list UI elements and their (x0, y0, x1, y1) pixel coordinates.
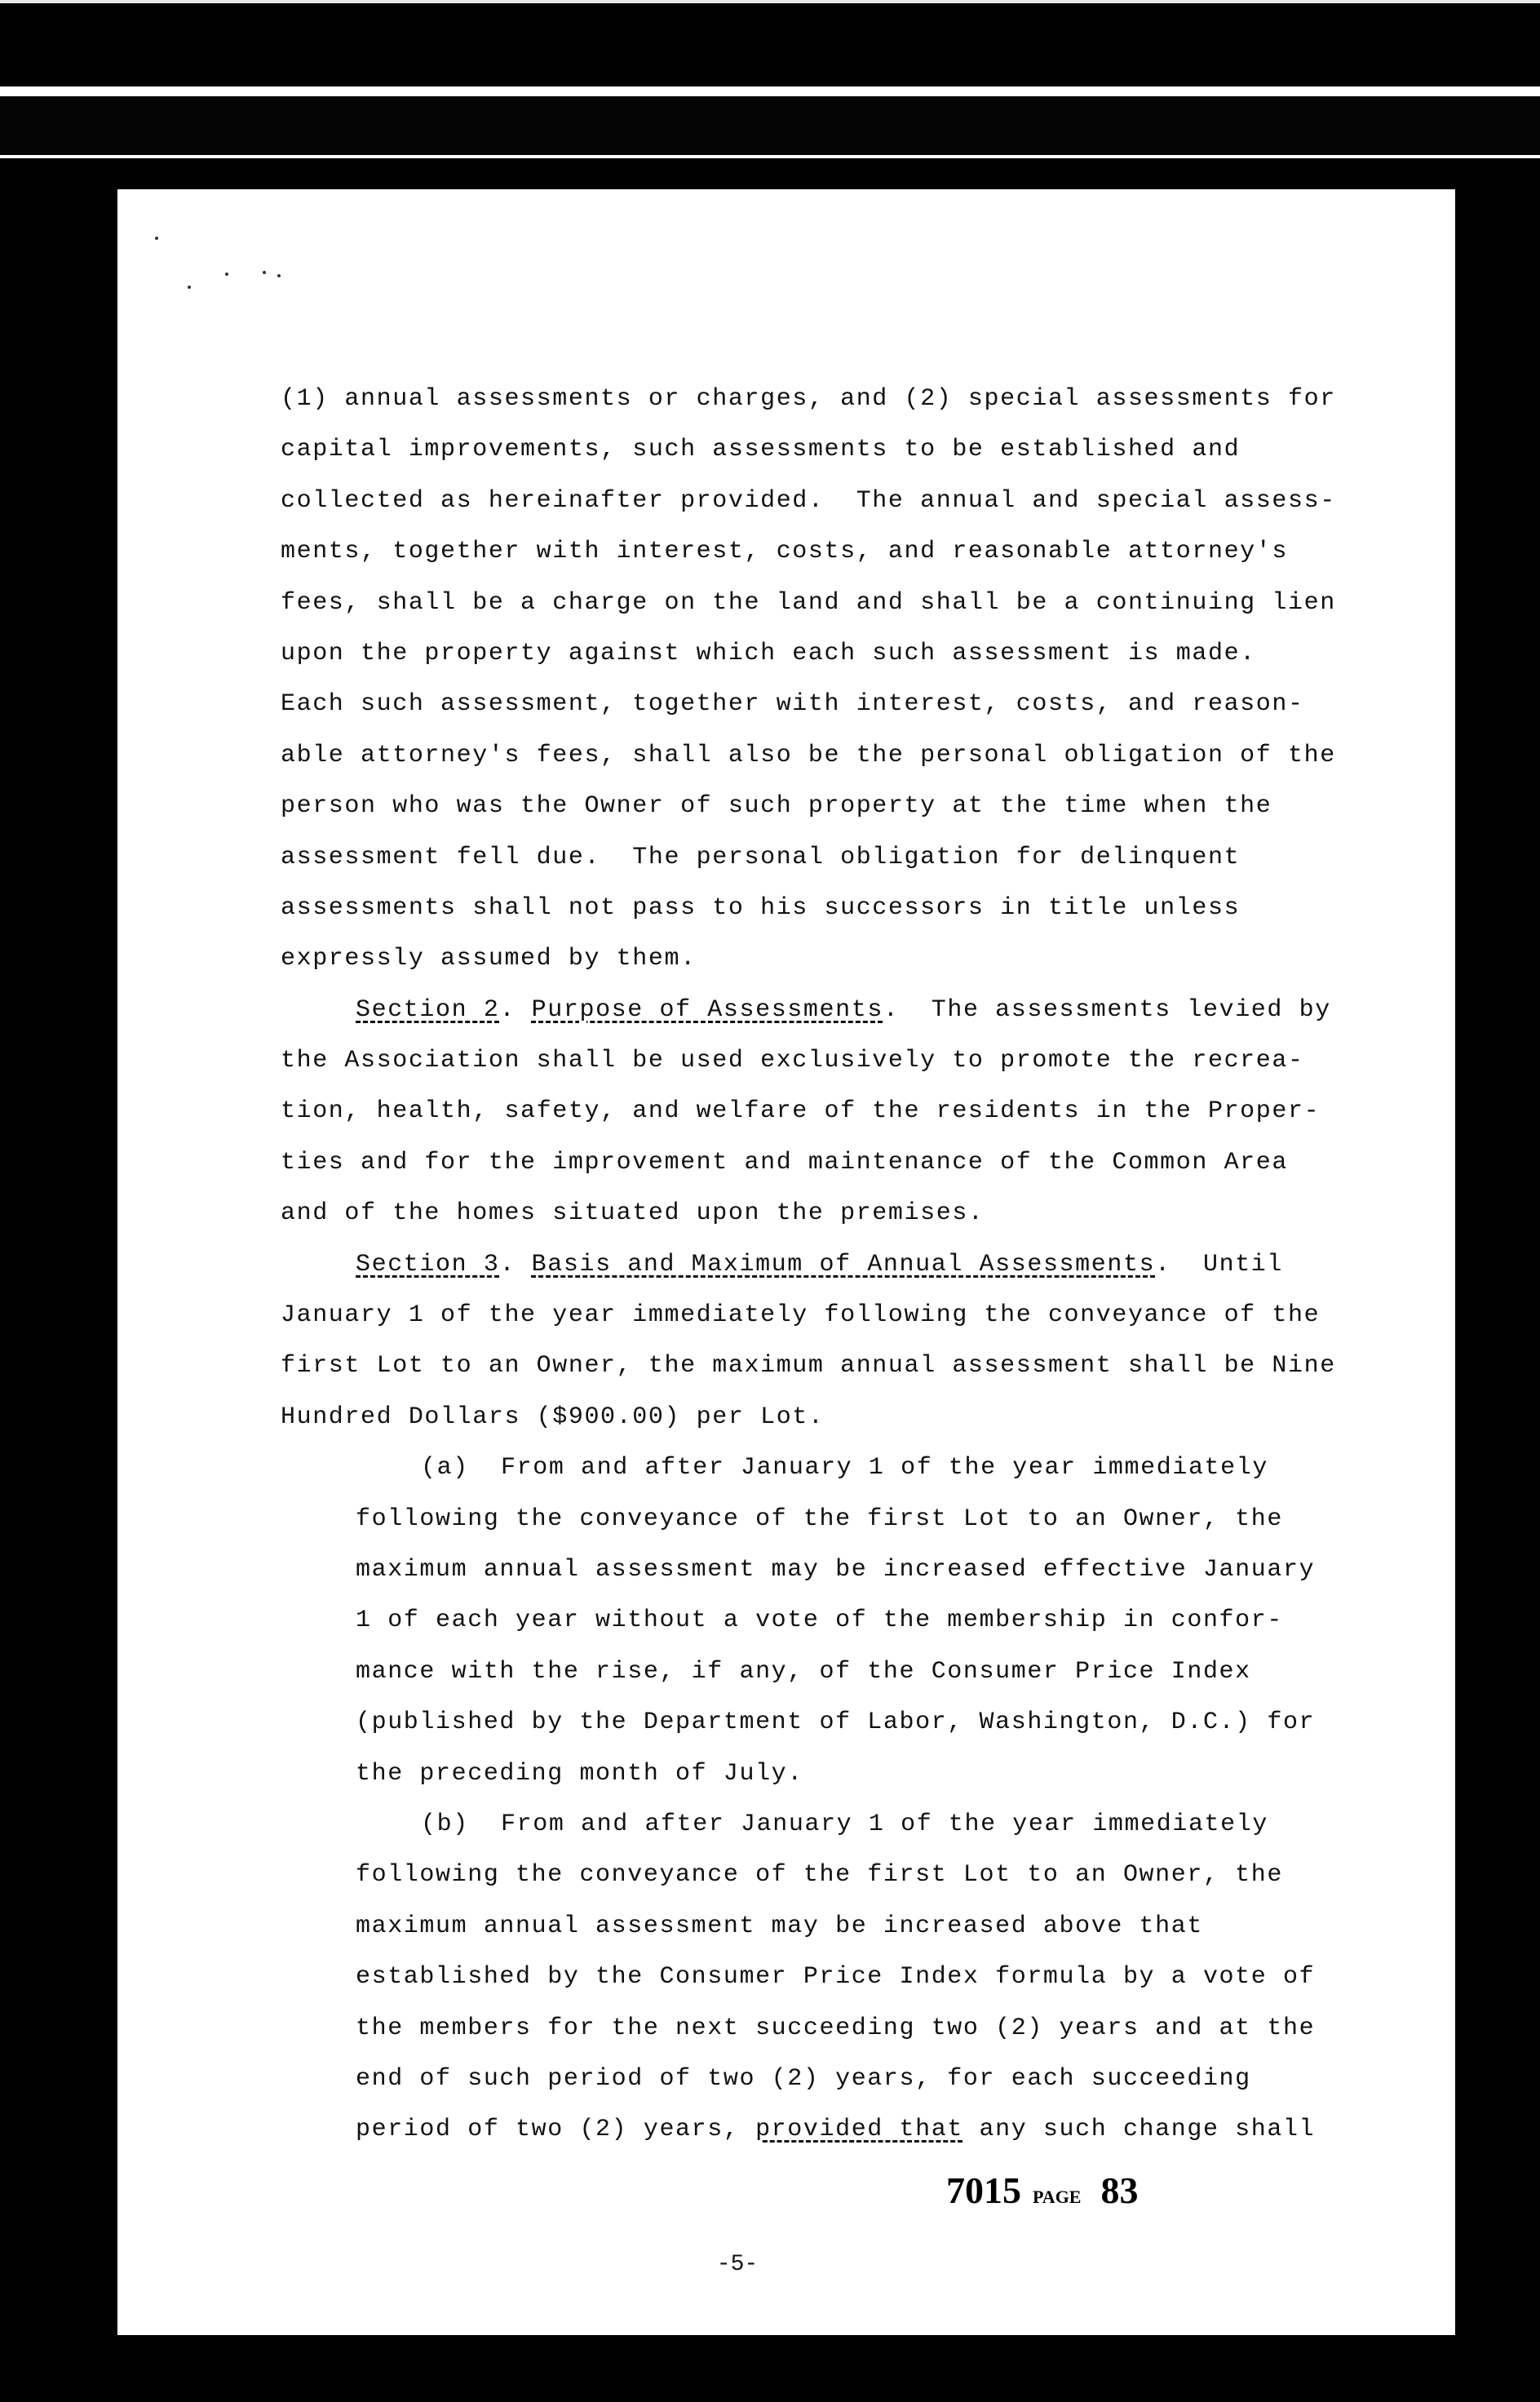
text-line (281, 1086, 1458, 1137)
line-text: first Lot to an Owner, the maximum annual assessment shall be Nine (281, 1352, 1336, 1380)
section-heading-line (281, 985, 1458, 1035)
text-line (281, 2003, 1458, 2054)
text-line (281, 1188, 1458, 1239)
line-text: January 1 of the year immediately following the conveyance of the (281, 1301, 1321, 1330)
document-body (281, 374, 1458, 2156)
line-text: collected as hereinafter provided. The annual and special assess- (281, 486, 1336, 515)
line-text: able attorney's fees, shall also be the personal obligation of the (281, 741, 1336, 769)
scan-border-band (0, 96, 1540, 155)
text-line (281, 933, 1458, 984)
text-line (281, 832, 1458, 883)
text-line (281, 526, 1458, 577)
text-line (281, 1035, 1458, 1086)
line-text: (a) From and after January 1 of the year immediately (421, 1454, 1268, 1482)
text-line (281, 1595, 1458, 1646)
line-text: fees, shall be a charge on the land and shall be a continuing lien (281, 588, 1336, 617)
text-line (281, 2054, 1458, 2104)
section-heading-line (281, 1239, 1458, 1290)
scan-speck (188, 286, 191, 289)
line-text: Each such assessment, together with interest, costs, and reason- (281, 690, 1304, 719)
line-text: (published by the Department of Labor, Washington, D.C.) for (356, 1708, 1316, 1737)
text-line (281, 424, 1458, 475)
line-text: maximum annual assessment may be increased effective January (356, 1555, 1316, 1584)
line-text: and of the homes situated upon the premises. (281, 1199, 985, 1228)
line-text: upon the property against which each such assessment is made. (281, 639, 1256, 667)
line-text: assessments shall not pass to his successors in title unless (281, 893, 1241, 922)
section-title: Purpose of Assessments (531, 995, 883, 1024)
text-line (281, 1697, 1458, 1748)
line-text: mance with the rise, if any, of the Consumer Price Index (356, 1657, 1251, 1686)
line-text: following the conveyance of the first Lot to an Owner, the (356, 1861, 1283, 1890)
line-text: Hundred Dollars ($900.00) per Lot. (281, 1403, 825, 1431)
scan-speck (155, 237, 158, 240)
text-line (281, 1748, 1458, 1799)
text-line (281, 1901, 1458, 1952)
line-text: (1) annual assessments or charges, and (2) special assessments for (281, 385, 1336, 413)
page-label: PAGE (1033, 2187, 1082, 2207)
text-line (281, 578, 1458, 628)
line-text: maximum annual assessment may be increased above that (356, 1912, 1203, 1940)
text-line (281, 730, 1458, 781)
line-text: any such change shall (962, 2116, 1316, 2144)
scan-speck (277, 274, 281, 277)
line-text: expressly assumed by them. (281, 945, 697, 973)
line-text: assessment fell due. The personal obligation for delinquent (281, 843, 1241, 871)
text-line (281, 883, 1458, 933)
text-line (281, 628, 1458, 679)
line-text: end of such period of two (2) years, for each succeeding (356, 2064, 1251, 2093)
scan-edge-line (0, 0, 1540, 3)
text-line (281, 1850, 1458, 1900)
separator: . (499, 1250, 532, 1279)
line-text: Until (1170, 1250, 1284, 1279)
text-line (281, 1494, 1458, 1544)
text-line (281, 1952, 1458, 2002)
scan-speck (263, 271, 266, 274)
line-text: The assessments levied by (899, 995, 1331, 1024)
text-line (281, 1443, 1458, 1493)
separator: . (499, 995, 532, 1024)
text-line (281, 1799, 1458, 1850)
text-line (281, 476, 1458, 526)
line-text: capital improvements, such assessments to be established and (281, 436, 1241, 464)
line-text: 1 of each year without a vote of the membership in confor- (356, 1607, 1283, 1635)
separator: . (883, 995, 900, 1024)
line-text: tion, health, safety, and welfare of the residents in the Proper- (281, 1097, 1321, 1126)
emphasized-phrase: provided that (755, 2116, 963, 2144)
text-line (281, 2104, 1458, 2155)
line-text: ties and for the improvement and maintenance of the Common Area (281, 1148, 1288, 1177)
recorded-page-number: 83 (1100, 2169, 1139, 2211)
page-footer-number: -5- (716, 2252, 759, 2277)
book-number: 7015 (946, 2169, 1021, 2211)
text-line (281, 374, 1458, 424)
line-text: the members for the next succeeding two (2) years and at the (356, 2014, 1316, 2042)
line-text: person who was the Owner of such property at the time when the (281, 792, 1272, 821)
line-text: the Association shall be used exclusively to promote the recrea- (281, 1047, 1304, 1075)
text-line (281, 1137, 1458, 1188)
section-title: Basis and Maximum of Annual Assessments (531, 1250, 1156, 1279)
line-text: ments, together with interest, costs, and reasonable attorney's (281, 538, 1288, 566)
section-number: Section 2 (356, 995, 500, 1024)
scan-speck (225, 273, 228, 276)
line-text: period of two (2) years, (356, 2116, 756, 2144)
text-line (281, 1341, 1458, 1391)
line-text: (b) From and after January 1 of the year immediately (421, 1810, 1268, 1838)
line-text: following the conveyance of the first Lot to an Owner, the (356, 1505, 1283, 1533)
separator: . (1155, 1250, 1171, 1279)
text-line (281, 1392, 1458, 1443)
section-number: Section 3 (356, 1250, 500, 1279)
line-text: established by the Consumer Price Index formula by a vote of (356, 1963, 1316, 1992)
text-line (281, 679, 1458, 729)
document-page (117, 189, 1455, 2335)
text-line (281, 781, 1458, 831)
recording-reference (946, 2169, 1138, 2212)
line-text: the preceding month of July. (356, 1759, 803, 1788)
text-line (281, 1646, 1458, 1697)
text-line (281, 1544, 1458, 1595)
text-line (281, 1290, 1458, 1341)
